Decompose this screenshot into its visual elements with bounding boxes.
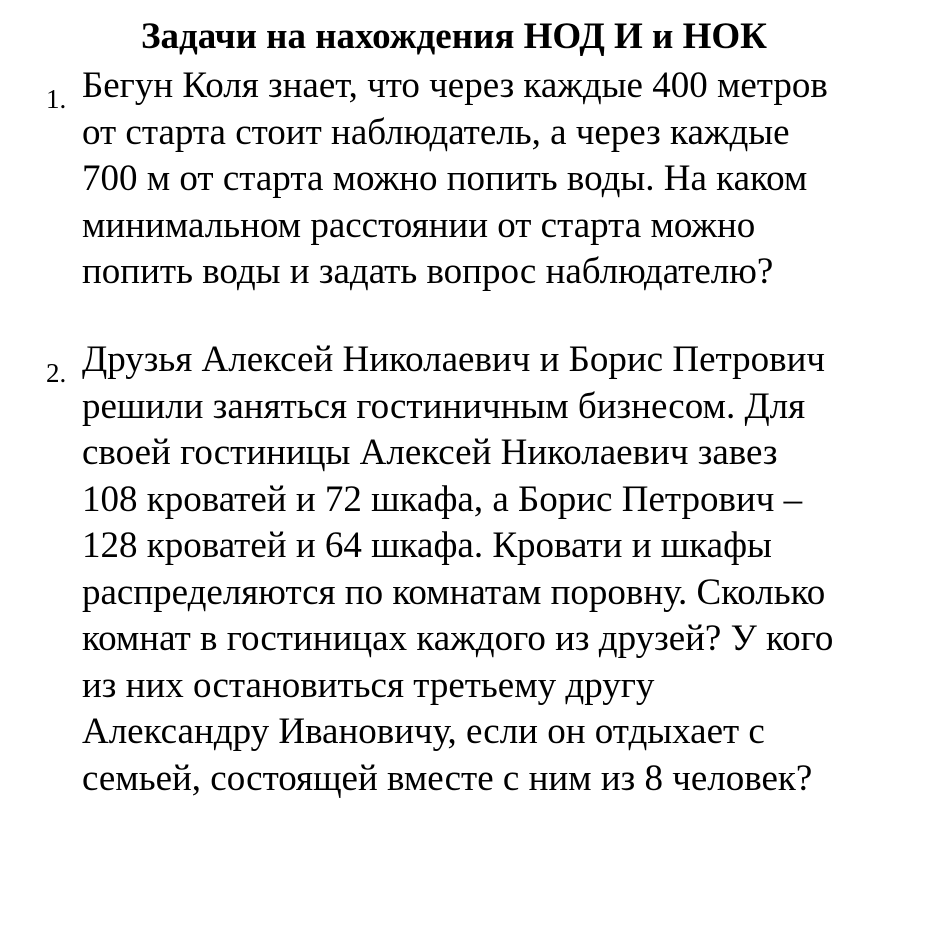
text-line: минимальном расстоянии от старта можно: [82, 204, 756, 246]
text-line: 700 м от старта можно попить воды. На каком: [82, 158, 808, 199]
page-title: Задачи на нахождения НОД И и НОК: [140, 16, 768, 57]
text-line: 108 кроватей и 72 шкафа, а Борис Петрович –: [82, 478, 803, 520]
problem-text: [82, 337, 930, 802]
text-line: из них остановиться третьему другу: [82, 664, 655, 706]
problem-number: 2.: [46, 358, 67, 388]
problem-text: [82, 63, 930, 296]
text-line: своей гостиницы Алексей Николаевич завез: [82, 432, 778, 473]
text-line: решили заняться гостиничным бизнесом. Для: [82, 385, 806, 427]
text-line: 128 кроватей и 64 шкафа. Кровати и шкафы: [82, 525, 772, 566]
problem-number: 1.: [46, 84, 67, 114]
text-line: попить воды и задать вопрос наблюдателю?: [82, 251, 774, 292]
text-line: Бегун Коля знает, что через каждые 400 метров: [82, 65, 828, 106]
text-line: распределяются по комнатам поровну. Сколько: [82, 571, 826, 613]
text-line: семьей, состоящей вместе с ним из 8 человек?: [82, 757, 813, 799]
text-line: Александру Ивановичу, если он отдыхает с: [82, 711, 765, 752]
text-line: от старта стоит наблюдатель, а через каждые: [82, 111, 790, 153]
text-line: комнат в гостиницах каждого из друзей? У кого: [82, 618, 834, 659]
text-line: Друзья Алексей Николаевич и Борис Петрович: [82, 339, 825, 380]
